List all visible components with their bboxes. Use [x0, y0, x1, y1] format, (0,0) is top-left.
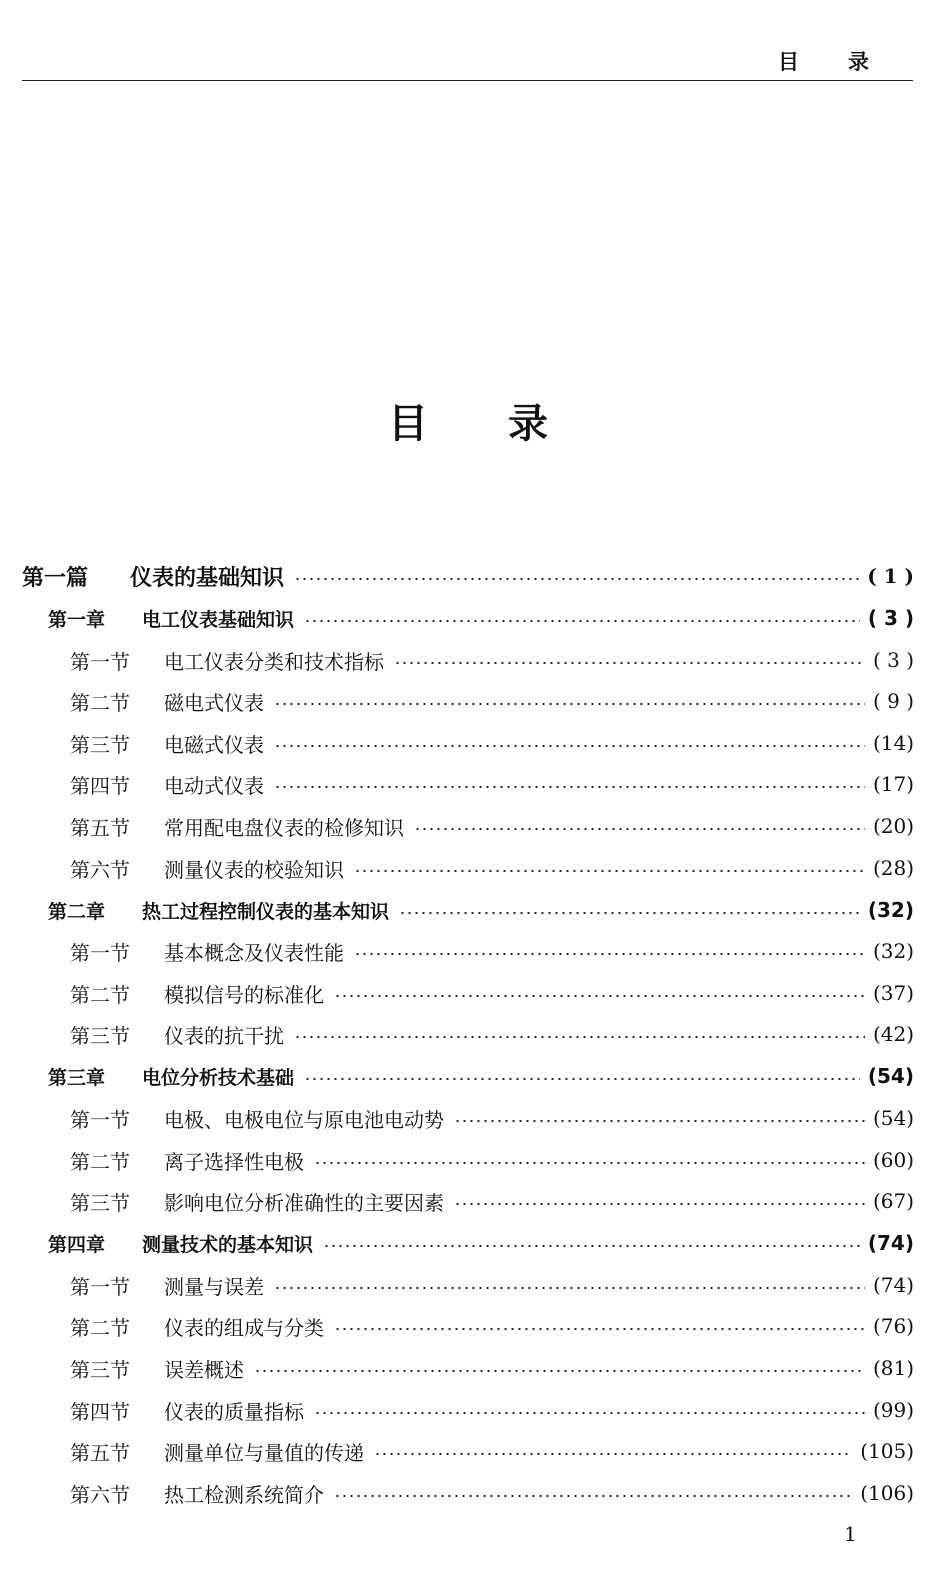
- toc-entry-section[interactable]: [70, 1434, 914, 1468]
- toc-entry-label: [70, 1104, 444, 1133]
- dot-leader: [454, 1119, 865, 1123]
- toc-entry-page: (106): [860, 1481, 914, 1505]
- toc-entry-title: 仪表的抗干扰: [164, 1023, 284, 1048]
- toc-entry-page: (20): [872, 814, 914, 838]
- toc-entry-section[interactable]: [70, 1017, 914, 1051]
- dot-leader: [354, 869, 865, 873]
- toc-entry-section[interactable]: [70, 976, 914, 1010]
- toc-entry-title: 电工仪表基础知识: [142, 608, 295, 631]
- toc-entry-page: (17): [872, 772, 914, 796]
- toc-entry-page: (14): [872, 731, 914, 755]
- toc-entry-page: (54): [872, 1106, 914, 1130]
- toc-entry-number: 第六节: [70, 1482, 130, 1507]
- toc-entry-number: 第六节: [70, 857, 130, 882]
- toc-entry-number: 第一节: [70, 1274, 130, 1299]
- toc-entry-number: 第三章: [48, 1066, 106, 1089]
- toc-entry-title: 基本概念及仪表性能: [164, 940, 344, 965]
- toc-entry-page: (81): [872, 1356, 914, 1380]
- toc-entry-number: 第四节: [70, 773, 130, 798]
- toc-entry-number: 第一节: [70, 940, 130, 965]
- dot-leader: [294, 1035, 865, 1039]
- toc-entry-page: (37): [872, 981, 914, 1005]
- page-title-right: 录: [508, 401, 548, 447]
- toc-entry-title: 电磁式仪表: [164, 732, 264, 757]
- dot-leader: [274, 1286, 865, 1290]
- toc-entry-title: 电位分析技术基础: [142, 1066, 295, 1089]
- toc-entry-section[interactable]: [70, 851, 914, 885]
- toc-entry-section[interactable]: [70, 809, 914, 843]
- page-title-left: 目: [388, 401, 428, 447]
- dot-leader: [314, 1411, 865, 1415]
- toc-entry-number: 第二节: [70, 1315, 130, 1340]
- toc-entry-chapter[interactable]: [48, 1226, 914, 1260]
- toc-entry-page: ( 3 ): [867, 606, 914, 630]
- toc-entry-section[interactable]: [70, 643, 914, 677]
- toc-entry-label: [70, 1312, 324, 1341]
- toc-entry-number: 第四节: [70, 1399, 130, 1424]
- toc-entry-number: 第一节: [70, 1107, 130, 1132]
- toc-entry-chapter[interactable]: [48, 601, 914, 635]
- dot-leader: [394, 661, 865, 665]
- toc-entry-label: [70, 687, 264, 716]
- dot-leader: [294, 577, 859, 581]
- toc-entry-title: 误差概述: [164, 1357, 244, 1382]
- toc-entry-label: [70, 854, 344, 883]
- dot-leader: [399, 911, 860, 915]
- toc-entry-number: 第一篇: [22, 564, 89, 591]
- dot-leader: [314, 1161, 865, 1165]
- toc-entry-section[interactable]: [70, 767, 914, 801]
- toc-entry-number: 第四章: [48, 1233, 106, 1256]
- toc-entry-title: 测量仪表的校验知识: [164, 857, 344, 882]
- toc-entry-section[interactable]: [70, 1184, 914, 1218]
- toc-entry-section[interactable]: [70, 1143, 914, 1177]
- toc-entry-label: [70, 1146, 304, 1175]
- toc-entry-label: [70, 646, 384, 675]
- toc-entry-part[interactable]: [22, 559, 914, 593]
- toc-entry-page: (54): [867, 1064, 914, 1088]
- toc-entry-number: 第二节: [70, 1149, 130, 1174]
- toc-entry-title: 热工检测系统简介: [164, 1482, 324, 1507]
- toc-entry-title: 影响电位分析准确性的主要因素: [164, 1190, 444, 1215]
- toc-entry-label: [70, 1437, 364, 1466]
- dot-leader: [323, 1244, 860, 1248]
- toc-entry-section[interactable]: [70, 934, 914, 968]
- toc-entry-title: 磁电式仪表: [164, 690, 264, 715]
- running-header-left: 目: [778, 50, 799, 74]
- toc-entry-section[interactable]: [70, 1309, 914, 1343]
- toc-entry-title: 仪表的组成与分类: [164, 1315, 324, 1340]
- toc-entry-section[interactable]: [70, 1268, 914, 1302]
- toc-entry-page: (28): [872, 856, 914, 880]
- toc-entry-section[interactable]: [70, 684, 914, 718]
- dot-leader: [334, 1327, 865, 1331]
- dot-leader: [334, 994, 865, 998]
- dot-leader: [304, 1077, 860, 1081]
- toc-entry-number: 第一节: [70, 649, 130, 674]
- toc-entry-page: (105): [860, 1439, 914, 1463]
- toc-entry-section[interactable]: [70, 1476, 914, 1510]
- toc-entry-title: 电工仪表分类和技术指标: [164, 649, 384, 674]
- toc-entry-page: (74): [867, 1231, 914, 1255]
- toc-entry-title: 模拟信号的标准化: [164, 982, 324, 1007]
- dot-leader: [274, 744, 865, 748]
- toc-entry-page: (99): [872, 1398, 914, 1422]
- toc-entry-title: 测量单位与量值的传递: [164, 1440, 364, 1465]
- toc-entry-label: [22, 561, 284, 592]
- toc-entry-label: [70, 937, 344, 966]
- dot-leader: [274, 702, 865, 706]
- toc-entry-section[interactable]: [70, 726, 914, 760]
- toc-entry-section[interactable]: [70, 1351, 914, 1385]
- toc-entry-title: 热工过程控制仪表的基本知识: [142, 900, 390, 923]
- toc-entry-chapter[interactable]: [48, 1059, 914, 1093]
- dot-leader: [354, 952, 865, 956]
- toc-entry-page: (74): [872, 1273, 914, 1297]
- toc-entry-label: [70, 770, 264, 799]
- toc-entry-number: 第二章: [48, 900, 106, 923]
- toc-entry-number: 第二节: [70, 982, 130, 1007]
- toc-entry-label: [70, 1271, 264, 1300]
- toc-entry-title: 电动式仪表: [164, 773, 264, 798]
- page-title: [0, 392, 950, 452]
- toc-entry-title: 常用配电盘仪表的检修知识: [164, 815, 404, 840]
- toc-entry-label: [70, 1396, 304, 1425]
- toc-entry-label: [48, 897, 389, 924]
- toc-entry-number: 第三节: [70, 1023, 130, 1048]
- dot-leader: [304, 619, 860, 623]
- toc-entry-number: 第五节: [70, 1440, 130, 1465]
- toc-entry-label: [48, 1230, 313, 1257]
- dot-leader: [274, 785, 865, 789]
- toc-entry-page: ( 1 ): [867, 564, 914, 588]
- toc-entry-label: [48, 1063, 294, 1090]
- toc-entry-page: (42): [872, 1022, 914, 1046]
- toc-entry-page: (32): [867, 898, 914, 922]
- dot-leader: [454, 1202, 865, 1206]
- toc-entry-page: ( 9 ): [872, 689, 914, 713]
- toc-entry-title: 离子选择性电极: [164, 1149, 304, 1174]
- toc-entry-title: 仪表的基础知识: [130, 564, 285, 591]
- toc-entry-page: ( 3 ): [872, 648, 914, 672]
- toc-entry-title: 测量技术的基本知识: [142, 1233, 314, 1256]
- toc-entry-section[interactable]: [70, 1101, 914, 1135]
- toc-entry-label: [70, 979, 324, 1008]
- toc-entry-number: 第三节: [70, 1357, 130, 1382]
- toc-entry-title: 仪表的质量指标: [164, 1399, 304, 1424]
- toc-entry-page: (67): [872, 1189, 914, 1213]
- dot-leader: [334, 1494, 852, 1498]
- page-number: 1: [844, 1522, 857, 1546]
- toc-entry-page: (32): [872, 939, 914, 963]
- toc-entry-number: 第五节: [70, 815, 130, 840]
- toc-entry-number: 第三节: [70, 1190, 130, 1215]
- toc-entry-label: [70, 729, 264, 758]
- toc-entry-label: [48, 605, 294, 632]
- running-header-right: 录: [848, 50, 869, 74]
- toc-entry-page: (60): [872, 1148, 914, 1172]
- toc-entry-title: 测量与误差: [164, 1274, 264, 1299]
- toc-entry-number: 第二节: [70, 690, 130, 715]
- toc-entry-number: 第三节: [70, 732, 130, 757]
- toc-entry-label: [70, 1020, 284, 1049]
- toc-entry-page: (76): [872, 1314, 914, 1338]
- toc-entry-number: 第一章: [48, 608, 106, 631]
- toc-entry-label: [70, 1479, 324, 1508]
- toc-entry-label: [70, 1187, 444, 1216]
- toc-entry-chapter[interactable]: [48, 893, 914, 927]
- dot-leader: [254, 1369, 865, 1373]
- dot-leader: [374, 1452, 852, 1456]
- toc-entry-section[interactable]: [70, 1393, 914, 1427]
- toc-entry-title: 电极、电极电位与原电池电动势: [164, 1107, 444, 1132]
- toc-entry-label: [70, 1354, 244, 1383]
- toc-entry-label: [70, 812, 404, 841]
- running-header: [22, 40, 913, 81]
- dot-leader: [414, 827, 865, 831]
